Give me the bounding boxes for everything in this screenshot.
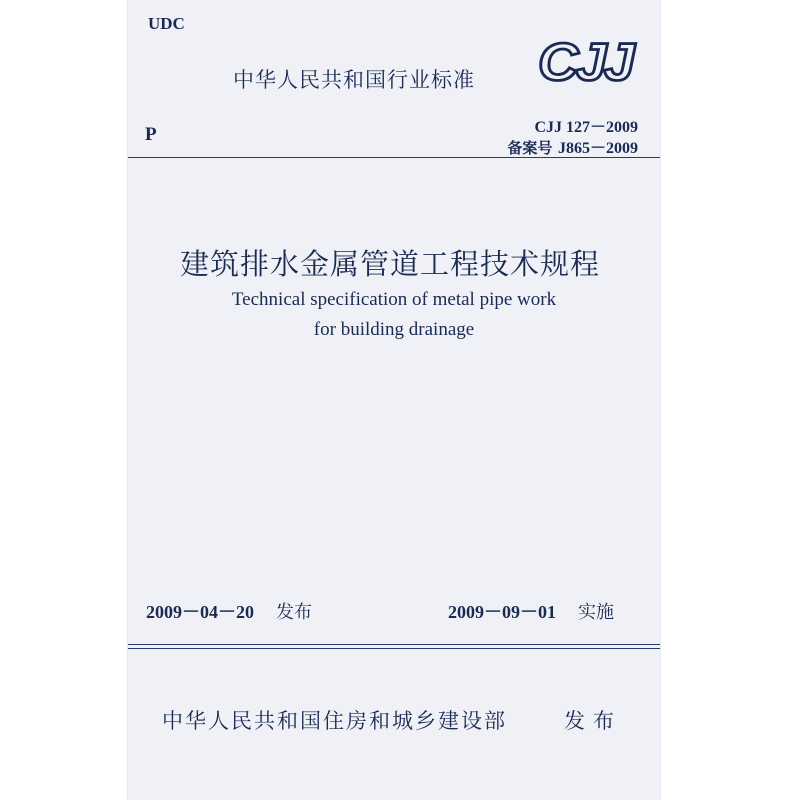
issue-date xyxy=(146,598,312,624)
implementation-date-value: 2009－09－01 xyxy=(448,602,556,622)
cjj-logo: CJJ xyxy=(538,31,632,92)
issue-label: 发布 xyxy=(276,602,312,623)
document-title-english-line1: Technical specification of metal pipe work xyxy=(231,289,557,310)
udc-label: UDC xyxy=(148,14,185,33)
standard-number: CJJ 127－2009 xyxy=(534,119,638,136)
document-title-chinese: 建筑排水金属管道工程技术规程 xyxy=(180,247,601,281)
document-title-english-line2: for building drainage xyxy=(313,319,475,340)
footer-divider-upper xyxy=(128,644,660,645)
filing-number xyxy=(507,135,638,158)
issue-date-value: 2009－04－20 xyxy=(146,602,254,622)
industry-standard-heading: 中华人民共和国行业标准 xyxy=(233,68,475,92)
publisher-verb: 发布 xyxy=(564,709,622,733)
footer-divider-lower xyxy=(128,648,660,649)
publisher-name: 中华人民共和国住房和城乡建设部 xyxy=(162,709,507,733)
category-code: P xyxy=(145,124,157,145)
header-divider xyxy=(128,157,660,158)
filing-number-value: J865－2009 xyxy=(557,140,638,157)
implementation-label: 实施 xyxy=(578,602,614,623)
document-cover xyxy=(128,0,660,800)
filing-label: 备案号 xyxy=(507,139,553,157)
implementation-date xyxy=(448,598,614,624)
